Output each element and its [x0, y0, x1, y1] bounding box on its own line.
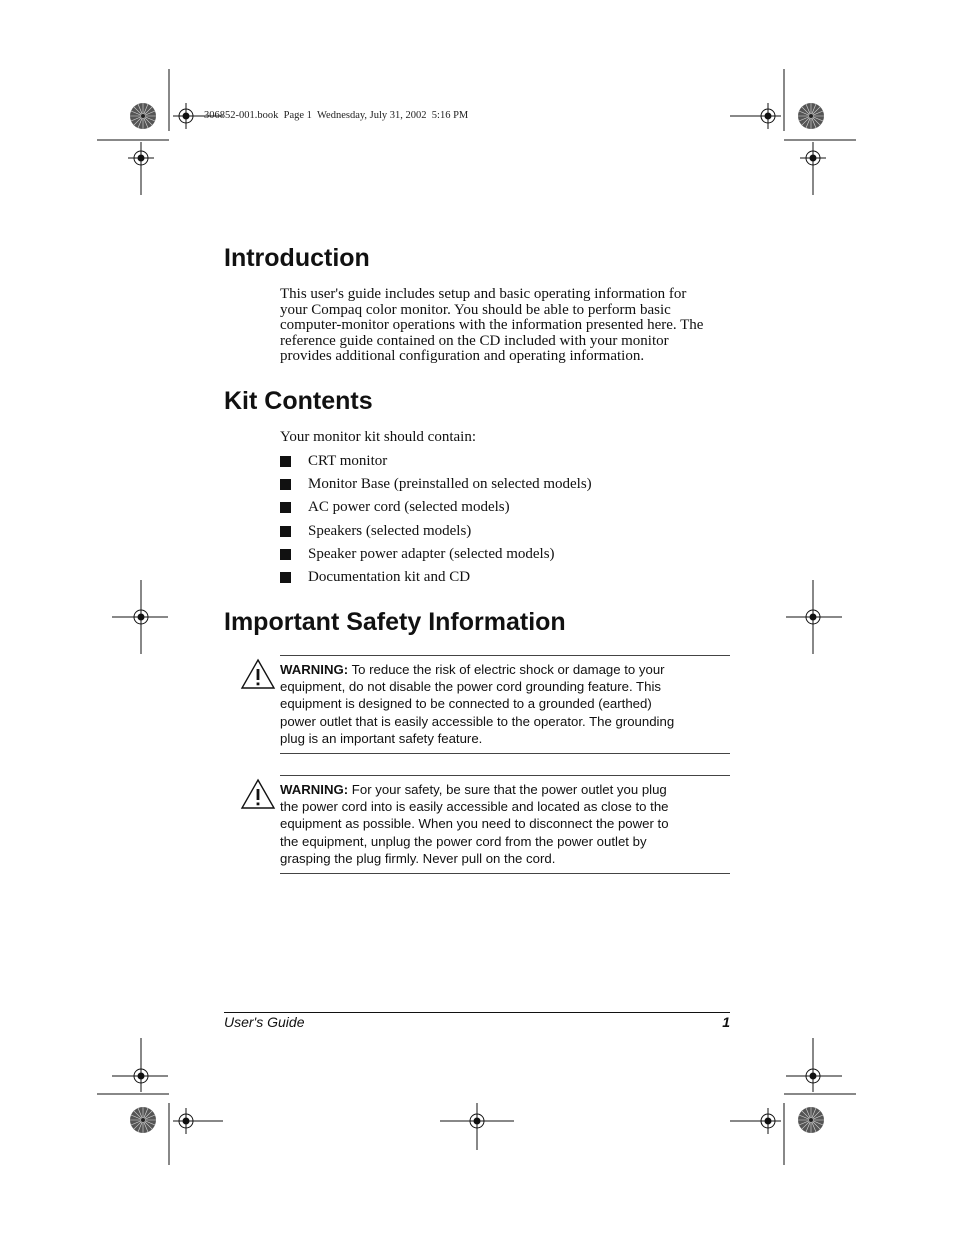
list-item [280, 453, 592, 476]
warning-text [280, 781, 730, 867]
square-bullet-icon [280, 572, 291, 583]
paragraph-line: provides additional configuration and operating information. [280, 348, 645, 365]
warning-top-rule [280, 655, 730, 656]
square-bullet-icon [280, 479, 291, 490]
footer-title: User's Guide [224, 1014, 305, 1030]
warning-line: the equipment, unplug the power cord from the power outlet by [280, 833, 647, 849]
kit-contents-heading: Kit Contents [224, 387, 373, 415]
paragraph-line: This user's guide includes setup and basic operating information for [280, 286, 687, 302]
registration-starburst-icon [130, 103, 156, 129]
warning-box [280, 775, 730, 875]
page-number: 1 [722, 1014, 730, 1030]
list-item [280, 476, 592, 499]
paragraph-line: reference guide contained on the CD included with your monitor [280, 332, 669, 349]
warning-line: equipment as possible. When you need to disconnect the power to [280, 816, 669, 832]
registration-crosshair-icon [112, 1038, 168, 1092]
registration-crosshair-icon [800, 142, 826, 195]
list-item-label: Speaker power adapter (selected models) [308, 545, 555, 562]
square-bullet-icon [280, 502, 291, 513]
registration-starburst-icon [130, 1107, 156, 1133]
warning-line: the power cord into is easily accessible and located as close to the [280, 799, 669, 815]
list-item-label: Documentation kit and CD [308, 568, 471, 585]
warning-line: power outlet that is easily accessible to the operator. The grounding [280, 713, 675, 729]
warning-text [280, 661, 730, 747]
registration-crosshair-icon [730, 103, 781, 129]
list-item [280, 523, 592, 546]
warning-bottom-rule [280, 753, 730, 754]
registration-crosshair-icon [112, 580, 168, 654]
registration-crosshair-icon [786, 580, 842, 654]
registration-crosshair-icon [440, 1103, 514, 1150]
list-item [280, 569, 592, 592]
square-bullet-icon [280, 456, 291, 467]
registration-crosshair-icon [730, 1108, 781, 1134]
warning-line: plug is an important safety feature. [280, 730, 483, 746]
warning-triangle-icon [240, 658, 276, 690]
warning-line: equipment is designed to be connected to a grounded (earthed) [280, 696, 652, 712]
warning-line: To reduce the risk of electric shock or damage to your [348, 662, 665, 677]
footer-rule [224, 1012, 730, 1013]
warning-line: For your safety, be sure that the power outlet you plug [348, 782, 667, 797]
warning-label: WARNING: [280, 662, 349, 677]
square-bullet-icon [280, 526, 291, 537]
list-item [280, 499, 592, 522]
registration-crosshair-icon [173, 1108, 223, 1134]
paragraph-line: your Compaq color monitor. You should be able to perform basic [280, 301, 671, 318]
safety-heading: Important Safety Information [224, 608, 566, 636]
paragraph-line: computer-monitor operations with the information presented here. The [280, 317, 704, 334]
list-item-label: CRT monitor [308, 453, 388, 469]
book-info-line: 306852-001.book Page 1 Wednesday, July 31, 2002 5:16 PM [204, 110, 469, 121]
list-item-label: AC power cord (selected models) [308, 499, 510, 516]
warning-label: WARNING: [280, 782, 349, 797]
warning-line: equipment, do not disable the power cord grounding feature. This [280, 679, 661, 695]
warning-box [280, 655, 730, 755]
registration-starburst-icon [798, 1107, 824, 1133]
list-item-label: Speakers (selected models) [308, 522, 472, 539]
registration-crosshair-icon [128, 142, 154, 195]
list-item-label: Monitor Base (preinstalled on selected models) [308, 476, 592, 493]
registration-starburst-icon [798, 103, 824, 129]
square-bullet-icon [280, 549, 291, 560]
list-item [280, 546, 592, 569]
kit-contents-list [280, 453, 592, 592]
warning-line: grasping the plug firmly. Never pull on the cord. [280, 850, 556, 866]
warning-bottom-rule [280, 873, 730, 874]
kit-contents-intro: Your monitor kit should contain: [280, 429, 476, 445]
warning-top-rule [280, 775, 730, 776]
introduction-heading: Introduction [224, 244, 370, 272]
registration-crosshair-icon [786, 1038, 842, 1092]
warning-triangle-icon [240, 778, 276, 810]
introduction-paragraph [280, 287, 730, 365]
